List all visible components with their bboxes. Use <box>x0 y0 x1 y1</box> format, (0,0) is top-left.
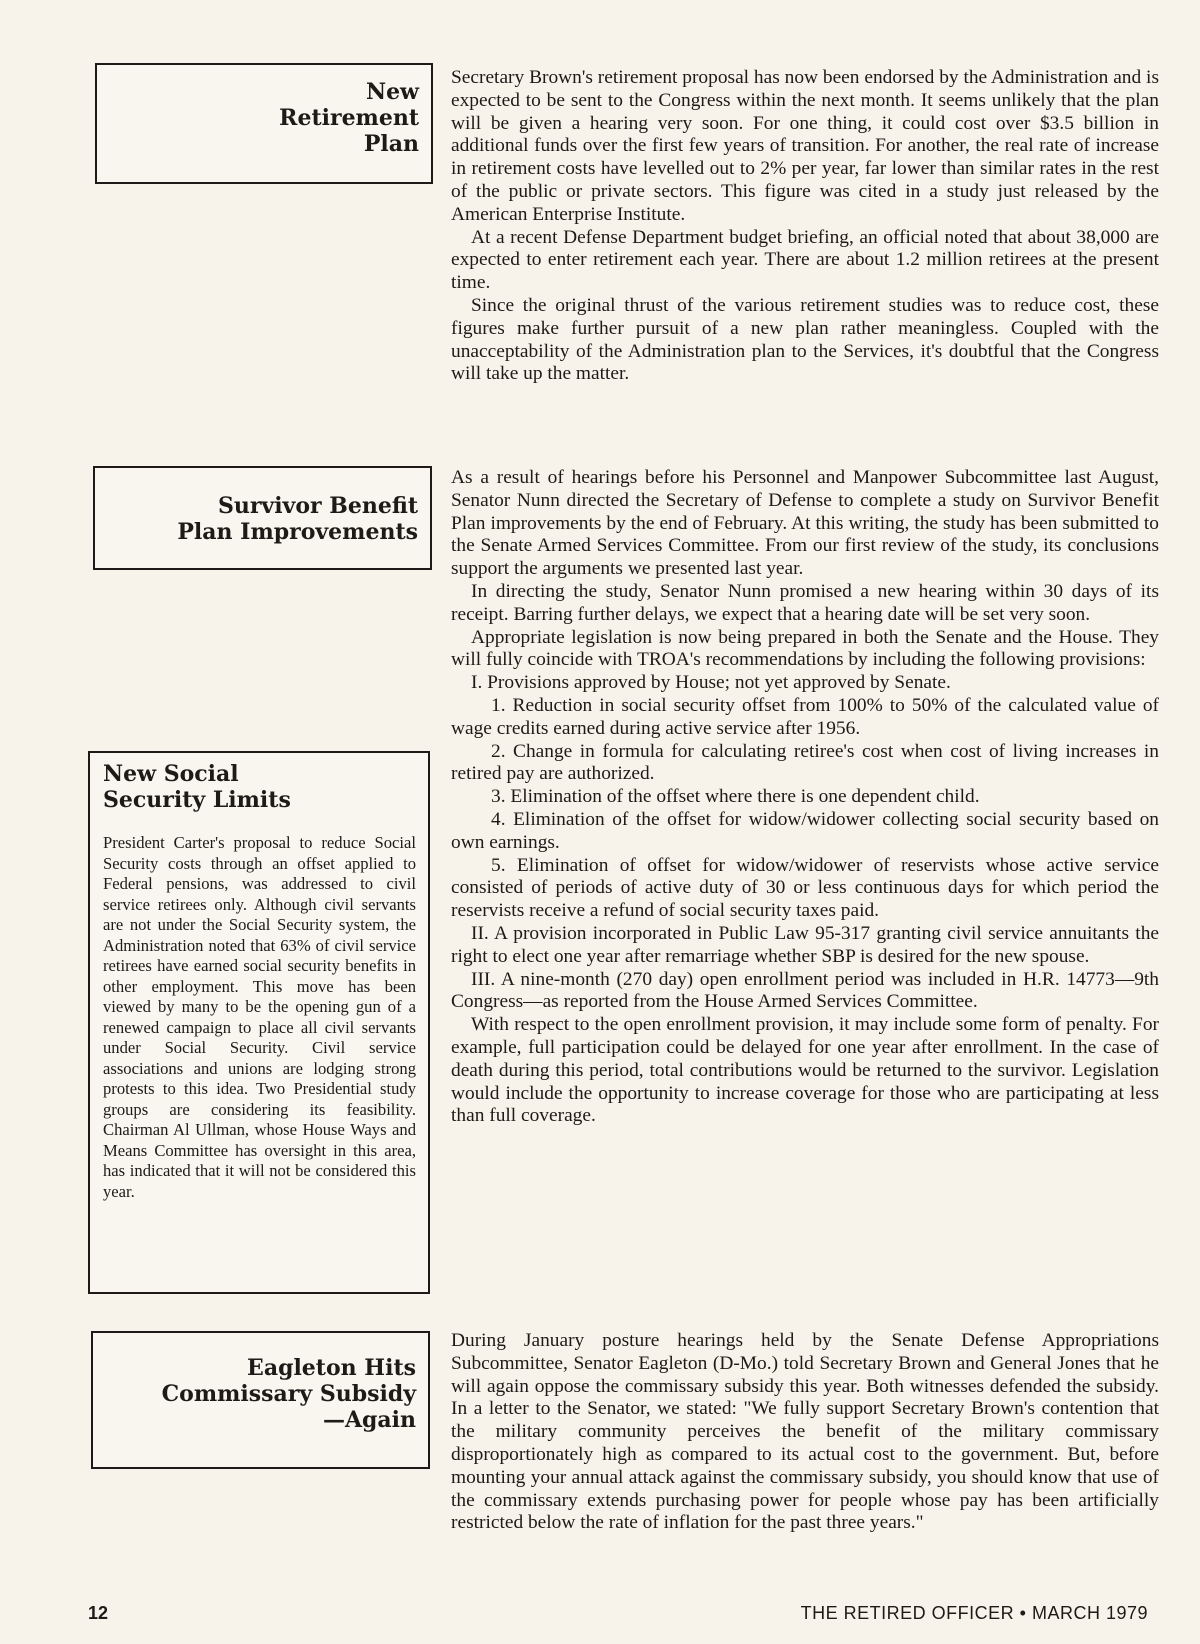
paragraph: Secretary Brown's retirement proposal has now been endorsed by the Administration and is expected to be sent to the Congress within the next month. It seems unlikely that the plan will be given a hearing very soon. For one thing, it could cost over $3.5 billion in additional funds over the first few years of transition. For another, the real rate of increase in retirement costs have levelled out to 2% per year, far lower than similar rates in the rest of the public or private sectors. This figure was cited in a study just released by the American Enterprise Institute. <box>451 67 1159 225</box>
sidebar-body: President Carter's proposal to reduce Social Security costs through an offset applied to Federal pensions, was addressed to civil service retirees only. Although civil servants are not under the Social Security system, the Administration noted that 63% of civil service retirees have earned social security benefits in other employment. This move has been viewed by many to be the opening gun of a renewed campaign to place all civil servants under Social Security. Civil service associations and unions are lodging strong protests to this idea. Two Presidential study groups are considering its feasibility. Chairman Al Ullman, whose House Ways and Means Committee has oversight in this area, has indicated that it will not be considered this year. <box>103 833 416 1201</box>
list-item: 5. Elimination of offset for widow/widower of reservists whose active service consisted of periods of active duty of 30 or less continuous days for which period the reservists receive a refund of social security taxes paid. <box>451 854 1159 922</box>
heading-box-sbp <box>93 466 432 570</box>
heading-line: Retirement <box>279 105 419 131</box>
sidebar-social-security <box>88 751 430 1294</box>
publication-footer: THE RETIRED OFFICER • MARCH 1979 <box>800 1603 1148 1623</box>
heading-box-eagleton <box>91 1331 430 1469</box>
article-sbp <box>451 467 1159 1128</box>
heading-box-retirement <box>95 63 433 184</box>
page-number: 12 <box>88 1603 109 1623</box>
paragraph: With respect to the open enrollment provision, it may include some form of penalty. For example, full participation could be delayed for one year after enrollment. In the case of death during this period, total contributions would be returned to the survivor. Legislation would include the opportunity to increase coverage for those who are participating at less than full coverage. <box>451 1014 1159 1127</box>
heading-eagleton-commissary <box>93 1355 416 1433</box>
paragraph: At a recent Defense Department budget briefing, an official noted that about 38,000 are expected to enter retirement each year. There are about 1.2 million retirees at the present time. <box>451 226 1159 294</box>
paragraph: Appropriate legislation is now being prepared in both the Senate and the House. They will fully coincide with TROA's recommendations by including the following provisions: <box>451 626 1159 671</box>
list-heading: II. A provision incorporated in Public Law 95-317 granting civil service annuitants the right to elect one year after remarriage whether SBP is desired for the new spouse. <box>451 922 1159 967</box>
heading-line: Commissary Subsidy <box>161 1381 416 1407</box>
heading-new-social-security-limits <box>103 761 416 813</box>
paragraph: Since the original thrust of the various retirement studies was to reduce cost, these figures make further pursuit of a new plan rather meaningless. Coupled with the unacceptability of the Administration plan to the Services, it's doubtful that the Congress will take up the matter. <box>451 294 1159 385</box>
heading-new-retirement-plan <box>97 79 419 157</box>
article-eagleton <box>451 1330 1159 1535</box>
heading-line: Plan <box>363 131 419 157</box>
list-heading: I. Provisions approved by House; not yet approved by Senate. <box>471 672 951 694</box>
list-item: 4. Elimination of the offset for widow/widower collecting social security based on own earnings. <box>451 808 1159 853</box>
heading-line: Plan Improvements <box>177 519 418 545</box>
heading-line: —Again <box>322 1407 416 1433</box>
list-item: 2. Change in formula for calculating retiree's cost when cost of living increases in retired pay are authorized. <box>451 740 1159 785</box>
heading-line: New Social <box>103 761 239 787</box>
heading-line: Security Limits <box>103 787 291 813</box>
heading-survivor-benefit-plan <box>95 493 418 545</box>
heading-line: Eagleton Hits <box>247 1355 416 1381</box>
list-heading: III. A nine-month (270 day) open enrollment period was included in H.R. 14773—9th Congress—as reported from the House Armed Services Committee. <box>451 968 1159 1013</box>
heading-line: New <box>365 79 419 105</box>
heading-line: Survivor Benefit <box>217 493 418 519</box>
paragraph: In directing the study, Senator Nunn promised a new hearing within 30 days of its receipt. Barring further delays, we expect that a hearing date will be set very soon. <box>451 580 1159 625</box>
list-item: 3. Elimination of the offset where there is one dependent child. <box>491 786 980 808</box>
paragraph: As a result of hearings before his Personnel and Manpower Subcommittee last August, Senator Nunn directed the Secretary of Defense to complete a study on Survivor Benefit Plan improvements by the end of February. At this writing, the study has been submitted to the Senate Armed Services Committee. From our first review of the study, its conclusions support the arguments we presented last year. <box>451 467 1159 580</box>
paragraph: During January posture hearings held by the Senate Defense Appropriations Subcommittee, Senator Eagleton (D-Mo.) told Secretary Brown and General Jones that he will again oppose the commissary subsidy this year. Both witnesses defended the subsidy. In a letter to the Senator, we stated: "We fully support Secretary Brown's contention that the military community perceives the benefit of the military commissary disproportionately high as compared to its actual cost to the government. But, before mounting your annual attack against the commissary subsidy, you should know that use of the commissary extends purchasing power for people whose pay has been artificially restricted below the rate of inflation for the past three years." <box>451 1330 1159 1534</box>
article-retirement <box>451 67 1159 386</box>
list-item: 1. Reduction in social security offset from 100% to 50% of the calculated value of wage credits earned during active service after 1956. <box>451 694 1159 739</box>
